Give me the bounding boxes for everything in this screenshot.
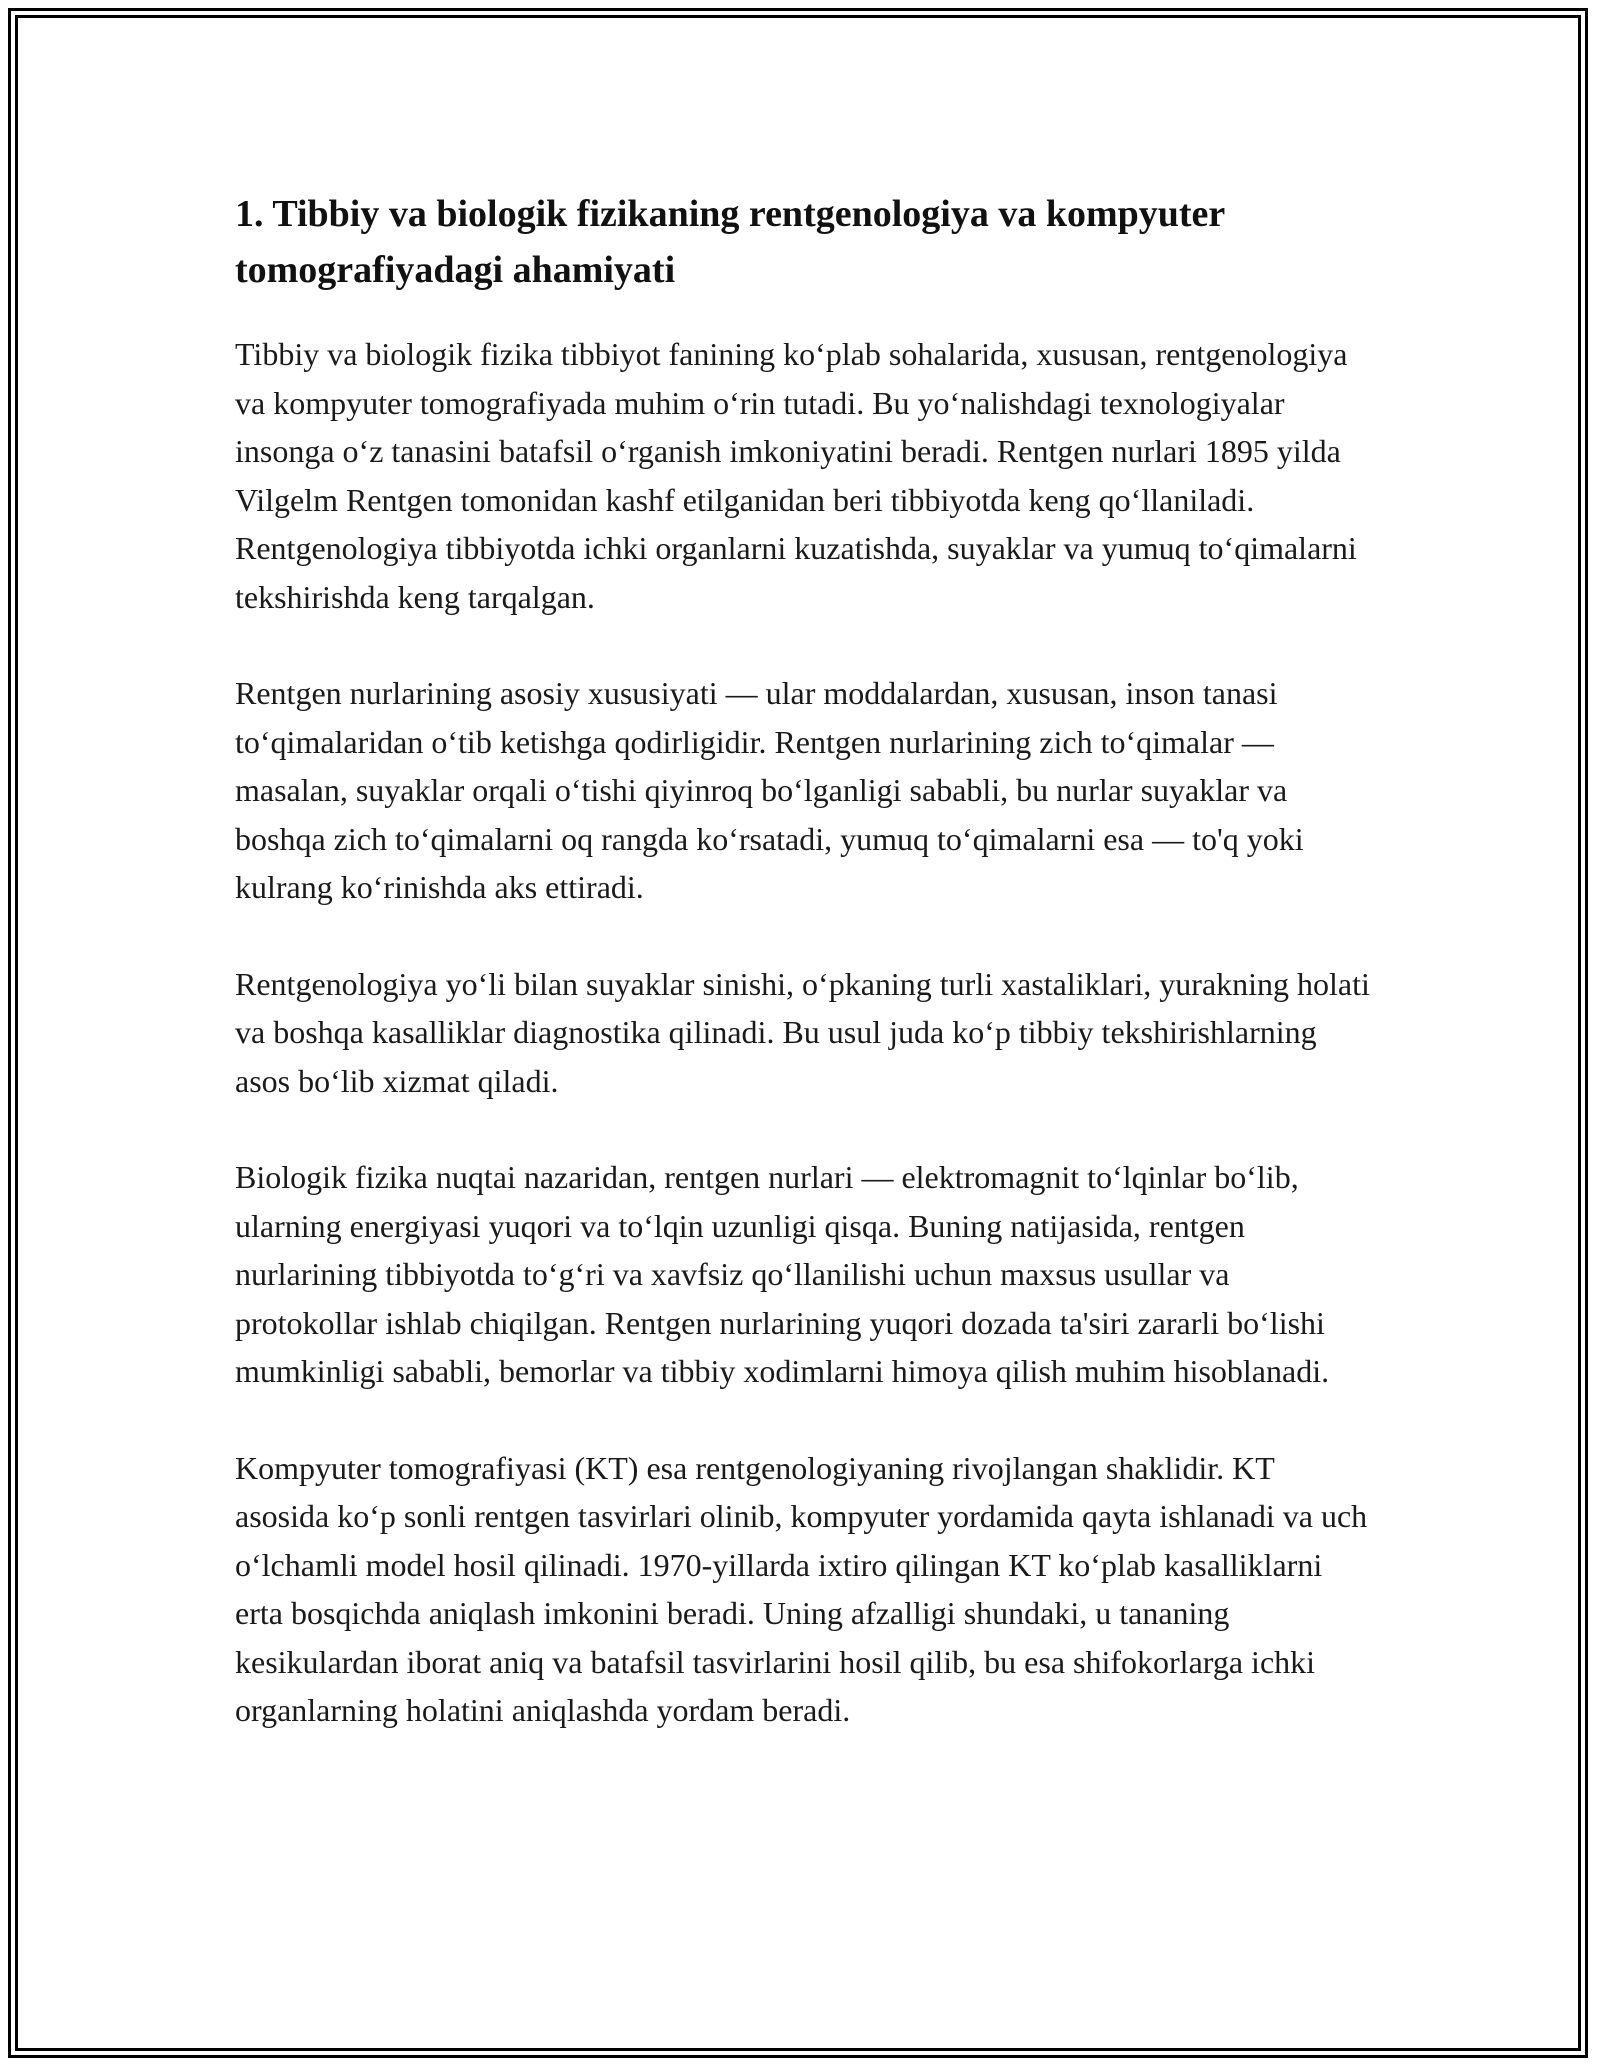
document-body: [235, 186, 1375, 1783]
paragraph-3: Rentgenologiya yo‘li bilan suyaklar sinishi, o‘pkaning turli xastaliklari, yurakning holati va boshqa kasalliklar diagnostika qilinadi. Bu usul juda ko‘p tibbiy tekshirishlarning asos bo‘lib xizmat qiladi.: [235, 965, 1370, 1099]
paragraph-2: Rentgen nurlarining asosiy xususiyati — ular moddalardan, xususan, inson tanasi to‘qimalaridan o‘tib ketishga qodirligidir. Rentgen nurlarining zich to‘qimalar — masalan, suyaklar orqali o‘tishi qiyinroq bo‘lganligi sababli, bu nurlar suyaklar va boshqa zich to‘qimalarni oq rangda ko‘rsatadi, yumuq to‘qimalarni esa — to'q yoki kulrang ko‘rinishda aks ettiradi.: [235, 675, 1304, 905]
paragraph-4: Biologik fizika nuqtai nazaridan, rentgen nurlari — elektromagnit to‘lqinlar bo‘lib, ularning energiyasi yuqori va to‘lqin uzunligi qisqa. Buning natijasida, rentgen nurlarining tibbiyotda to‘g‘ri va xavfsiz qo‘llanilishi uchun maxsus usullar va protokollar ishlab chiqilgan. Rentgen nurlarining yuqori dozada ta'siri zararli bo‘lishi mumkinligi sababli, bemorlar va tibbiy xodimlarni himoya qilish muhim hisoblanadi.: [235, 1159, 1330, 1389]
document-title: 1. Tibbiy va biologik fizikaning rentgenologiya va kompyuter tomografiyadagi ahamiyati: [235, 193, 1225, 291]
paragraph-5: Kompyuter tomografiyasi (KT) esa rentgenologiyaning rivojlangan shaklidir. KT asosida ko‘p sonli rentgen tasvirlari olinib, kompyuter yordamida qayta ishlanadi va uch o‘lchamli model hosil qilinadi. 1970-yillarda ixtiro qilingan KT ko‘plab kasalliklarni erta bosqichda aniqlash imkonini beradi. Uning afzalligi shundaki, u tananing kesikulardan iborat aniq va batafsil tasvirlarini hosil qilib, bu esa shifokorlarga ichki organlarning holatini aniqlashda yordam beradi.: [235, 1449, 1368, 1728]
paragraph-1: Tibbiy va biologik fizika tibbiyot fanining ko‘plab sohalarida, xususan, rentgenologiya va kompyuter tomografiyada muhim o‘rin tutadi. Bu yo‘nalishdagi texnologiyalar insonga o‘z tanasini batafsil o‘rganish imkoniyatini beradi. Rentgen nurlari 1895 yilda Vilgelm Rentgen tomonidan kashf etilganidan beri tibbiyotda keng qo‘llaniladi. Rentgenologiya tibbiyotda ichki organlarni kuzatishda, suyaklar va yumuq to‘qimalarni tekshirishda keng tarqalgan.: [235, 336, 1357, 615]
